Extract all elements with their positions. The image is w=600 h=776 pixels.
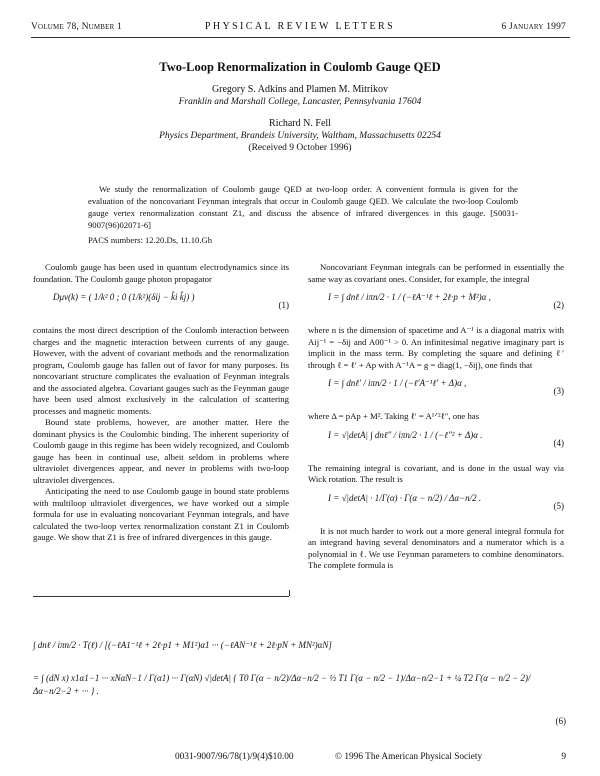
pacs-numbers: PACS numbers: 12.20.Ds, 11.10.Gh (88, 235, 212, 245)
left-paragraph-3: Bound state problems, however, are another matter. Here the dominant physics is the Coulombic binding. The inherent superiority of Coulomb gauge in this regime has been widely recognized, and Coulomb gauge has been in continual use, albeit seldom in problems where ultraviolet divergences appear, and never in problems with two-loop ultraviolet divergences. (33, 417, 289, 485)
equation-5-body: I = √|detA| · 1/Γ(α) · Γ(α − n/2) / Δα−n/2 . (328, 492, 482, 503)
equation-2-number: (2) (553, 300, 564, 310)
left-paragraph-4: Anticipating the need to use Coulomb gauge in bound state problems with multiloop ultraviolet divergences, we have worked out a simple formula for use in evaluating noncovariant Feynman integrals, and have calculated the two-loop vertex renormalization constant Z1 in Coulomb gauge. We show that Z1 is free of infrared divergences in this gauge. (33, 486, 289, 542)
equation-6-line-2: = ∫ (dN x) x1α1−1 ··· xNαN−1 / Γ(α1) ··· Γ(αN) √|detA| { T0 Γ(α − n/2)/Δα−n/2 − ½ T1 Γ(α − n/2 − 1)/Δα−n/2−1 + ¼ T2 Γ(α − n/2 − 2)/Δα−n/2−2 + ··· } . (33, 673, 531, 696)
affiliation-primary: Franklin and Marshall College, Lancaster, Pennsylvania 17604 (178, 97, 422, 107)
equation-3 (308, 374, 564, 408)
footer-copyright: © 1996 The American Physical Society (335, 752, 483, 762)
left-column-end-tick (289, 590, 290, 596)
received-date: (Received 9 October 1996) (248, 143, 352, 153)
equation-6-line-1: ∫ dnℓ / iπn/2 · T(ℓ) / [(−ℓA1⁻¹ℓ + 2ℓ·p1 + M1²)α1 ··· (−ℓAN⁻¹ℓ + 2ℓ·pN + MN²)αN] (33, 640, 332, 650)
left-paragraph-1: Coulomb gauge has been used in quantum electrodynamics since its foundation. The Coulomb gauge photon propagator (33, 262, 289, 284)
equation-5 (308, 489, 564, 523)
author-secondary: Richard N. Fell (269, 118, 331, 129)
abstract: We study the renormalization of Coulomb gauge QED at two-loop order. A convenient formula is given for the evaluation of the noncovariant Feynman integrals that occur in Coulomb gauge QED. We calculate the two-loop Coulomb gauge vertex renormalization constant Z1, and discuss the absence of infrared divergences in this gauge. [S0031-9007(96)02071-6] (88, 184, 518, 230)
equation-4-number: (4) (553, 437, 564, 448)
equation-5-number: (5) (553, 500, 564, 511)
header-date: 6 January 1997 (501, 22, 566, 32)
equation-3-body: I = ∫ dnℓ′ / iπn/2 · 1 / (−ℓ′A⁻¹ℓ′ + Δ)α , (328, 378, 467, 388)
equation-2-body: I = ∫ dnℓ / iπn/2 · 1 / (−ℓA⁻¹ℓ + 2ℓ·p + M²)α , (328, 292, 491, 302)
paper-title: Two-Loop Renormalization in Coulomb Gauge QED (159, 60, 441, 74)
right-paragraph-2: where n is the dimension of spacetime and A⁻¹ is a diagonal matrix with Aij⁻¹ = −δij and A00⁻¹ > 0. An infinitesimal negative imaginary part is implicit in the mass term. By completing the square and defining ℓ′ through ℓ = ℓ′ + Ap with A⁻¹A = g = diag(1, −δij), one finds that (308, 325, 564, 370)
header-journal: PHYSICAL REVIEW LETTERS (204, 21, 396, 32)
affiliation-secondary: Physics Department, Brandeis University, Waltham, Massachusetts 02254 (159, 131, 441, 141)
right-column (308, 262, 564, 572)
equation-4 (308, 426, 564, 460)
equation-2 (308, 288, 564, 322)
equation-4-body: I = √|detA| ∫ dnℓ″ / iπn/2 · 1 / (−ℓ″² + Δ)α . (328, 429, 483, 440)
equation-1-body: Dμν(k) = ( 1/k² 0 ; 0 (1/k²)(δij − k̂i k̂j) ) (53, 292, 195, 302)
header-rule (31, 37, 570, 38)
left-column-end-rule (33, 596, 289, 597)
footer-page-number: 9 (561, 752, 566, 762)
left-paragraph-2: contains the most direct description of the Coulomb interaction between charges and the magnetic interaction between currents of any gauge. However, with the advent of covariant methods and the renormalization program, Coulomb gauge has fallen out of favor for many purposes. Its noncovariant structure complicates the evaluation of Feynman integrals and the associated algebra. Covariant gauges such as the Feynman gauge have been used almost exclusively in the calculation of scattering processes and magnetic moments. (33, 325, 289, 416)
equation-1-number: (1) (278, 300, 289, 310)
right-paragraph-1: Noncovariant Feynman integrals can be performed in essentially the same way as covariant ones. Consider, for example, the integral (308, 262, 564, 284)
right-paragraph-4: The remaining integral is covariant, and is done in the usual way via Wick rotation. The result is (308, 462, 564, 484)
equation-3-number: (3) (553, 386, 564, 396)
authors-primary: Gregory S. Adkins and Plamen M. Mitrikov (211, 84, 389, 95)
header-volume: Volume 78, Number 1 (31, 22, 123, 32)
right-paragraph-5: It is not much harder to work out a more general integral formula for an integrand having several denominators and a numerator which is a polynomial in ℓ. We use Feynman parameters to combine denominators. The complete formula is (308, 525, 564, 570)
equation-6-number: (6) (555, 716, 566, 726)
equation-1 (33, 288, 289, 322)
footer-code: 0031-9007/96/78(1)/9(4)$10.00 (175, 752, 294, 762)
right-paragraph-3: where Δ = pAp + M². Taking ℓ′ = A¹ᐟ²ℓ″, one has (308, 411, 480, 421)
left-column (33, 262, 289, 544)
